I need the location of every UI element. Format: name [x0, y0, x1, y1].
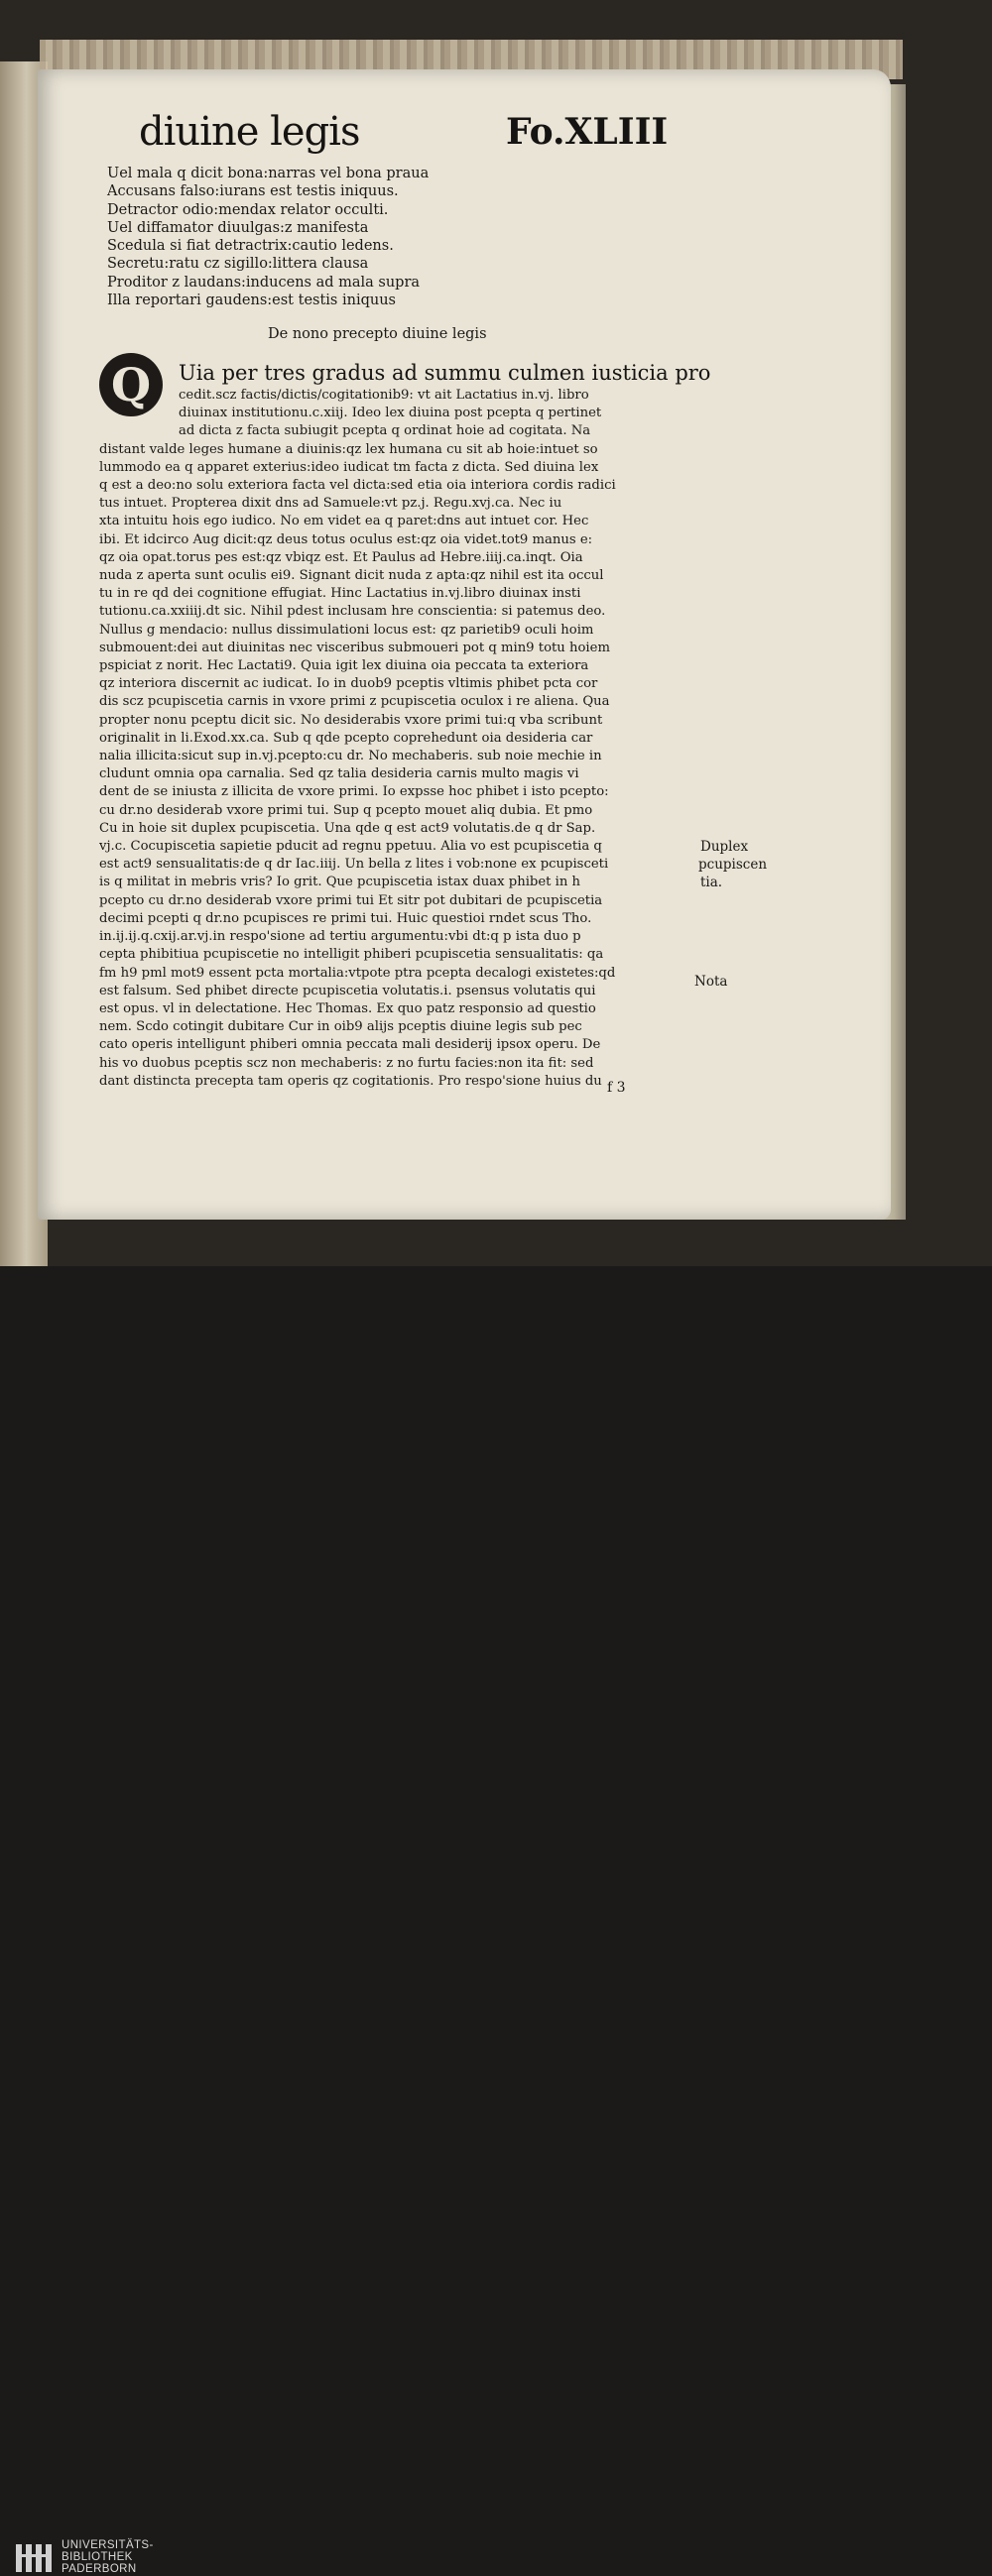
- body-line: diuinax institutionu.c.xiij. Ideo lex diuina post pcepta q pertinet: [179, 406, 602, 421]
- body-line: est falsum. Sed phibet directe pcupiscetia volutatis.i. psensus volutatis qui: [99, 983, 596, 998]
- library-footer: [0, 1266, 992, 2575]
- verse-line: Detractor odio:mendax relator occulti.: [107, 201, 389, 218]
- body-line: est opus. vl in delectatione. Hec Thomas. Ex quo patz responsio ad questio: [99, 1000, 596, 1016]
- running-head: diuine legis: [139, 109, 360, 155]
- body-line: fm h9 pml mot9 essent pcta mortalia:vtpote ptra pcepta decalogi existetes:qd: [99, 965, 616, 981]
- body-line: ad dicta z facta subiugit pcepta q ordinat hoie ad cogitata. Na: [179, 423, 591, 439]
- body-line: pcepto cu dr.no desiderab vxore primi tui Et sitr pot dubitari de pcupiscetia: [99, 892, 603, 908]
- first-line: Uia per tres gradus ad summu culmen iusticia pro: [179, 361, 711, 385]
- body-line: lummodo ea q apparet exterius:ideo iudicat tm facta z dicta. Sed diuina lex: [99, 459, 599, 475]
- verse-line: Accusans falso:iurans est testis iniquus.: [107, 183, 399, 200]
- library-name-line: BIBLIOTHEK: [62, 2551, 133, 2563]
- verse-line: Uel mala q dicit bona:narras vel bona praua: [107, 166, 430, 181]
- library-logo-icon: [14, 2540, 54, 2576]
- marginal-note-duplex: Duplex: [700, 839, 749, 855]
- body-line: vj.c. Cocupiscetia sapietie pducit ad regnu ppetuu. Alia vo est pcupiscetia q: [99, 839, 602, 855]
- body-line: Cu in hoie sit duplex pcupiscetia. Una qde q est act9 volutatis.de q dr Sap.: [99, 820, 596, 836]
- signature-mark: f 3: [607, 1080, 626, 1096]
- decorated-initial: Q: [99, 353, 163, 416]
- verse-line: Scedula si fiat detractrix:cautio ledens.: [107, 238, 394, 255]
- marginal-note-concupiscentia-end: tia.: [700, 875, 723, 890]
- body-line: q est a deo:no solu exteriora facta vel dicta:sed etia oia interiora cordis radici: [99, 478, 616, 494]
- library-name: [62, 2539, 154, 2575]
- verse-line: Proditor z laudans:inducens ad mala supra: [107, 274, 421, 291]
- body-line: is q militat in mebris vris? Io grit. Que pcupiscetia istax duax phibet in h: [99, 875, 581, 890]
- verse-block: [107, 165, 504, 309]
- marginal-note-concupiscentia: pcupiscen: [698, 857, 768, 873]
- body-line: xta intuitu hois ego iudico. No em videt ea q paret:dns aut intuet cor. Hec: [99, 514, 589, 529]
- verse-line: Secretu:ratu cz sigillo:littera clausa: [107, 256, 369, 273]
- verse-line: Illa reportari gaudens:est testis iniquus: [107, 293, 396, 309]
- body-line: in.ij.ij.q.cxij.ar.vj.in respo'sione ad tertiu argumentu:vbi dt:q p ista duo p: [99, 929, 581, 945]
- folio-number: Fo.XLIII: [506, 111, 669, 153]
- body-line: qz oia opat.torus pes est:qz vbiqz est. Et Paulus ad Hebre.iiij.ca.inqt. Oia: [99, 549, 583, 565]
- body-line: dant distincta precepta tam operis qz cogitationis. Pro respo'sione huius du: [99, 1073, 602, 1089]
- section-title: De nono precepto diuine legis: [268, 326, 487, 342]
- body-line: dis scz pcupiscetia carnis in vxore primi z pcupiscetia oculox i re aliena. Qua: [99, 694, 610, 710]
- marginal-note-nota: Nota: [694, 974, 728, 990]
- body-line: cato operis intelligunt phiberi omnia peccata mali desiderij ipsox operu. De: [99, 1037, 601, 1053]
- body-line: pspiciat z norit. Hec Lactati9. Quia igit lex diuina oia peccata ta exteriora: [99, 658, 589, 674]
- body-line: qz interiora discernit ac iudicat. Io in duob9 pceptis vltimis phibet pcta cor: [99, 676, 598, 692]
- body-line: propter nonu pceptu dicit sic. No desiderabis vxore primi tui:q vba scribunt: [99, 712, 603, 728]
- body-line: distant valde leges humane a diuinis:qz lex humana cu sit ab hoie:intuet so: [99, 441, 598, 457]
- scanned-page-image: [0, 0, 992, 1266]
- body-line: his vo duobus pceptis scz non mechaberis: z no furtu facies:non ita fit: sed: [99, 1055, 594, 1071]
- body-line: submouent:dei aut diuinitas nec visceribus submoueri pot q min9 totu hoiem: [99, 640, 610, 655]
- library-name-line: UNIVERSITÄTS-: [62, 2539, 154, 2551]
- body-line: dent de se iniusta z illicita de vxore primi. Io expsse hoc phibet i isto pcepto:: [99, 784, 609, 800]
- library-name-line: PADERBORN: [62, 2563, 137, 2575]
- body-line: tutionu.ca.xxiiij.dt sic. Nihil pdest inclusam hre conscientia: si patemus deo.: [99, 604, 606, 620]
- body-text: [99, 387, 694, 1091]
- body-line: Nullus g mendacio: nullus dissimulationi locus est: qz parietib9 oculi hoim: [99, 622, 594, 638]
- verse-line: Uel diffamator diuulgas:z manifesta: [107, 219, 369, 236]
- body-line: nalia illicita:sicut sup in.vj.pcepto:cu dr. No mechaberis. sub noie mechie in: [99, 749, 602, 764]
- body-line: tus intuet. Propterea dixit dns ad Samuele:vt pz.j. Regu.xvj.ca. Nec iu: [99, 496, 562, 512]
- body-line: cludunt omnia opa carnalia. Sed qz talia desideria carnis multo magis vi: [99, 766, 579, 782]
- body-line: nuda z aperta sunt oculis ei9. Signant dicit nuda z apta:qz nihil est ita occul: [99, 568, 604, 584]
- body-line: est act9 sensualitatis:de q dr Iac.iiij. Un bella z lites i vob:none ex pcupisceti: [99, 857, 609, 873]
- body-line: cepta phibitiua pcupiscetie no intelligit phiberi pcupiscetia sensualitatis: qa: [99, 947, 604, 963]
- body-line: tu in re qd dei cognitione effugiat. Hinc Lactatius in.vj.libro diuinax insti: [99, 586, 581, 602]
- body-line: decimi pcepti q dr.no pcupisces re primi tui. Huic questioi rndet scus Tho.: [99, 910, 592, 926]
- body-line: nem. Scdo cotingit dubitare Cur in oib9 alijs pceptis diuine legis sub pec: [99, 1019, 582, 1035]
- body-line: cu dr.no desiderab vxore primi tui. Sup q pcepto mouet aliq dubia. Et pmo: [99, 802, 593, 818]
- body-line: originalit in li.Exod.xx.ca. Sub q qde pcepto coprehedunt oia desideria car: [99, 730, 593, 746]
- body-line: cedit.scz factis/dictis/cogitationib9: vt ait Lactatius in.vj. libro: [179, 388, 589, 403]
- body-line: ibi. Et idcirco Aug dicit:qz deus totus oculus est:qz oia videt.tot9 manus e:: [99, 531, 593, 547]
